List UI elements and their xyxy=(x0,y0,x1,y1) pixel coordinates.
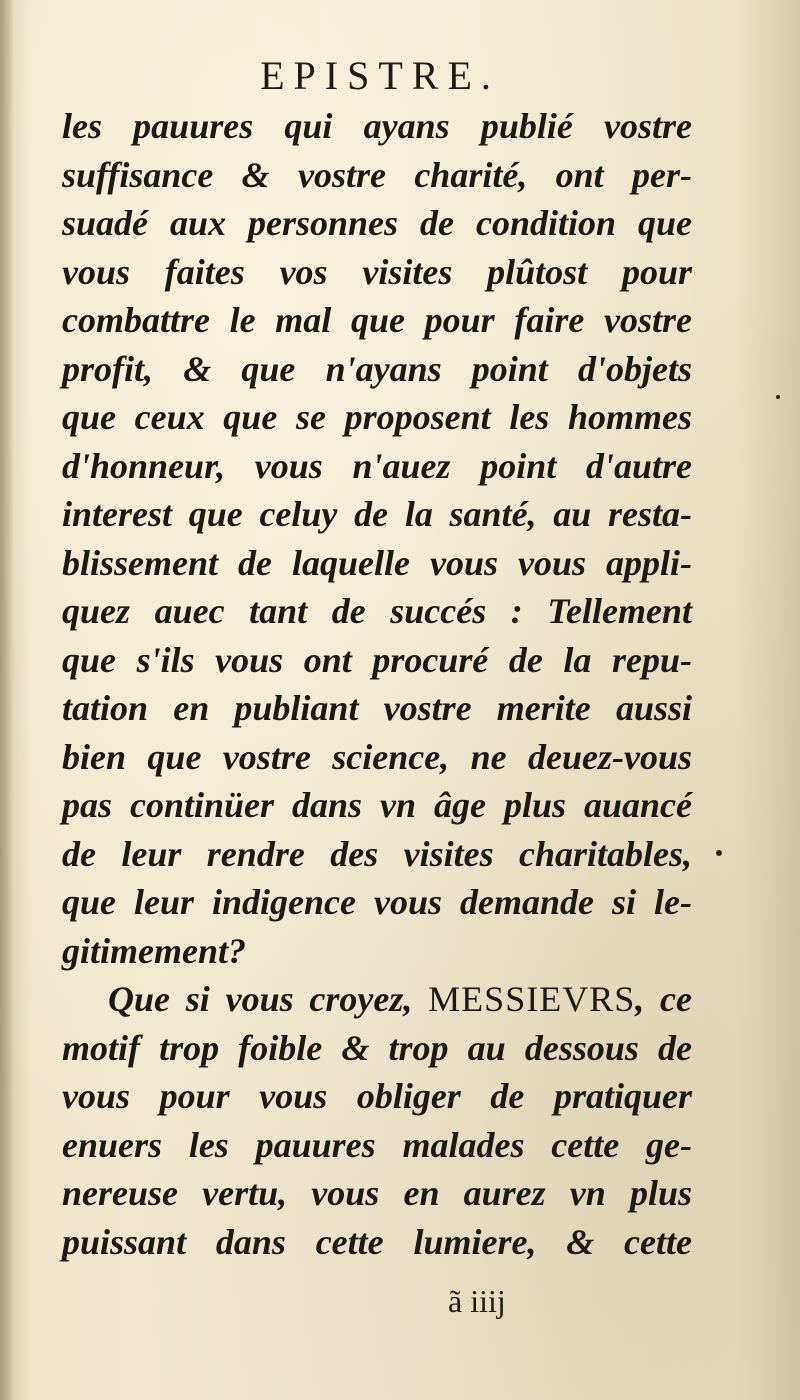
text-line: que s'ils vous ont procuré de la repu- xyxy=(62,639,692,680)
text-line: d'honneur, vous n'auez point d'autre xyxy=(62,445,692,486)
page-edge-shadow xyxy=(0,0,14,1400)
ink-speck xyxy=(776,395,780,399)
paragraph-opening-tail: , ce xyxy=(635,979,692,1019)
text-line: suffisance & vostre charité, ont per- xyxy=(62,154,692,195)
text-line: tation en publiant vostre merite aussi xyxy=(62,688,692,728)
text-line: les pauures qui ayans publié vostre xyxy=(62,106,692,146)
text-line: quez auec tant de succés : Tellement xyxy=(62,591,692,631)
text-line: profit, & que n'ayans point d'objets xyxy=(62,348,692,389)
paragraph-opening-text: Que si vous croyez, xyxy=(108,979,429,1019)
text-line: que ceux que se proposent les hommes xyxy=(62,397,692,437)
paragraph-opening-line xyxy=(62,975,692,1024)
text-line: bien que vostre science, ne deuez-vous xyxy=(62,736,692,777)
signature-mark: ã iiij xyxy=(448,1283,506,1319)
text-line: nereuse vertu, vous en aurez vn plus xyxy=(62,1173,692,1213)
text-line: vous pour vous obliger de pratiquer xyxy=(62,1076,692,1116)
text-line: enuers les pauures malades cette ge- xyxy=(62,1124,692,1165)
text-line: gitimement? xyxy=(62,930,246,971)
salutation-small-caps: MESSIEVRS xyxy=(428,979,636,1019)
text-line: interest que celuy de la santé, au resta- xyxy=(62,494,692,534)
text-line: vous faites vos visites plûtost pour xyxy=(62,251,692,292)
text-line: que leur indigence vous demande si le- xyxy=(62,882,692,922)
body-text xyxy=(62,102,692,1266)
text-line: pas continüer dans vn âge plus auancé xyxy=(62,785,692,825)
text-line: motif trop foible & trop au dessous de xyxy=(62,1027,692,1068)
ink-speck xyxy=(716,850,722,856)
text-line: blissement de laquelle vous vous appli- xyxy=(62,542,692,583)
text-line: combattre le mal que pour faire vostre xyxy=(62,300,692,340)
text-line: suadé aux personnes de condition que xyxy=(62,203,692,243)
text-line: de leur rendre des visites charitables, xyxy=(62,833,692,874)
text-line: puissant dans cette lumiere, & cette xyxy=(62,1221,692,1262)
running-header: EPISTRE. xyxy=(260,53,500,98)
